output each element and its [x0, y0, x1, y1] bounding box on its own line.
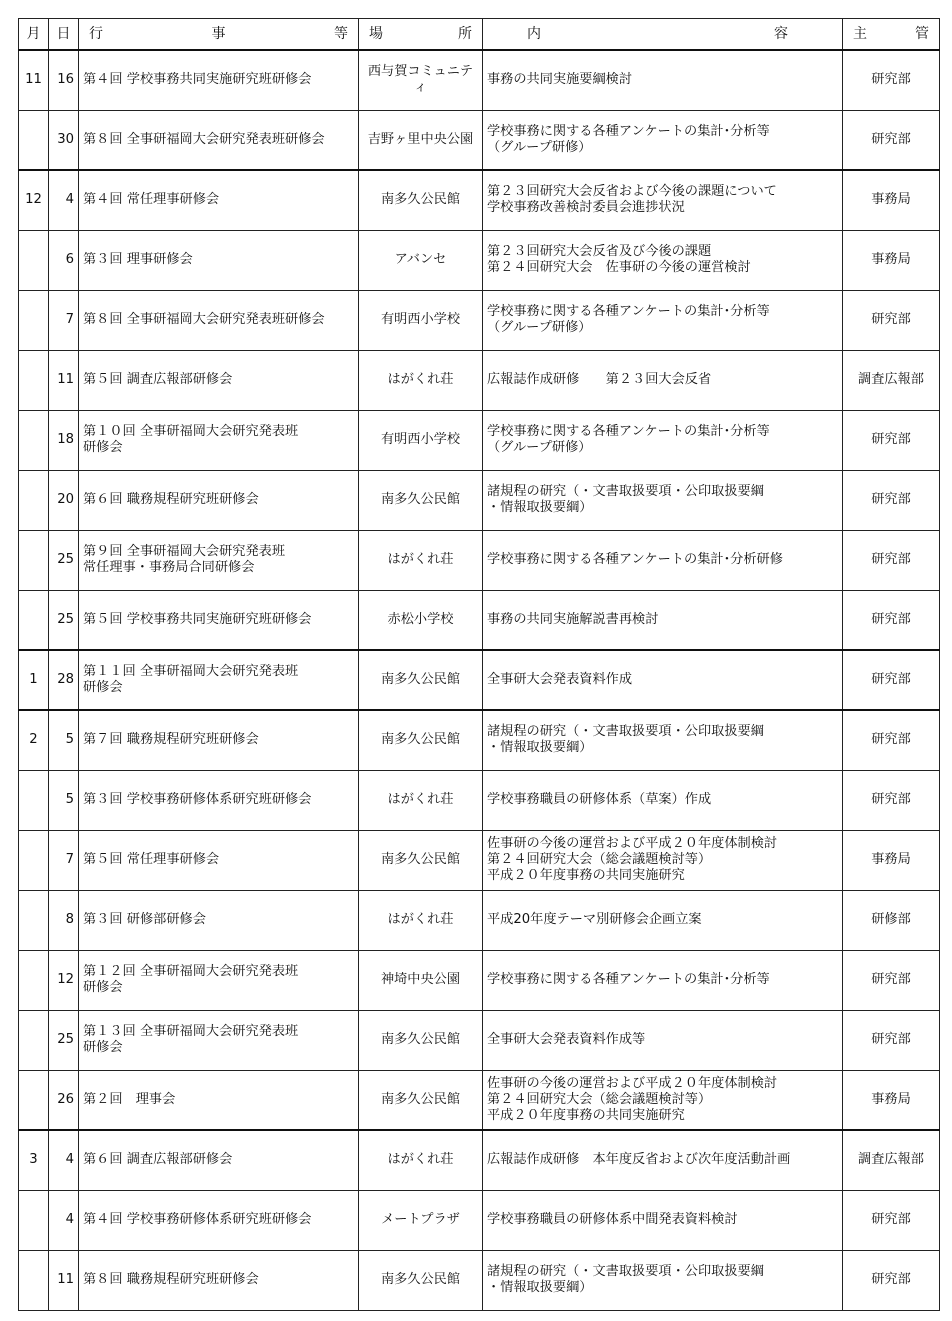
table-row — [19, 170, 940, 230]
day-cell: 25 — [49, 590, 79, 650]
content-cell: 広報誌作成研修 本年度反省および次年度活動計画 — [483, 1130, 843, 1190]
header-event-char-1: 行 — [89, 26, 103, 42]
organizer-cell: 研究部 — [843, 710, 940, 770]
organizer-cell: 事務局 — [843, 170, 940, 230]
header-place-char-1: 場 — [369, 26, 383, 42]
schedule-table — [18, 18, 940, 1311]
table-row — [19, 230, 940, 290]
month-cell — [19, 770, 49, 830]
place-cell: メートプラザ — [359, 1190, 483, 1250]
content-cell: 諸規程の研究（・文書取扱要項・公印取扱要綱 ・情報取扱要綱） — [483, 1250, 843, 1310]
content-cell: 学校事務に関する各種アンケートの集計･分析等 — [483, 950, 843, 1010]
place-cell: 有明西小学校 — [359, 290, 483, 350]
organizer-cell: 研究部 — [843, 410, 940, 470]
header-org — [843, 19, 940, 51]
day-cell: 25 — [49, 530, 79, 590]
organizer-cell: 研究部 — [843, 770, 940, 830]
table-row — [19, 1190, 940, 1250]
event-cell: 第２回 理事会 — [79, 1070, 359, 1130]
month-cell: 1 — [19, 650, 49, 710]
table-row — [19, 530, 940, 590]
place-cell: はがくれ荘 — [359, 770, 483, 830]
day-cell: 25 — [49, 1010, 79, 1070]
event-cell: 第１０回 全事研福岡大会研究発表班 研修会 — [79, 410, 359, 470]
event-cell: 第６回 職務規程研究班研修会 — [79, 470, 359, 530]
day-cell: 7 — [49, 290, 79, 350]
day-cell: 4 — [49, 1130, 79, 1190]
organizer-cell: 研究部 — [843, 50, 940, 110]
table-row — [19, 950, 940, 1010]
organizer-cell: 研究部 — [843, 1010, 940, 1070]
header-content — [483, 19, 843, 51]
organizer-cell: 研究部 — [843, 1190, 940, 1250]
organizer-cell: 事務局 — [843, 1070, 940, 1130]
content-cell: 佐事研の今後の運営および平成２０年度体制検討 第２４回研究大会（総会議題検討等） 平成２０年度事務の共同実施研究 — [483, 830, 843, 890]
place-cell: アバンセ — [359, 230, 483, 290]
day-cell: 20 — [49, 470, 79, 530]
header-org-char-1: 主 — [853, 26, 867, 42]
event-cell: 第９回 全事研福岡大会研究発表班 常任理事・事務局合同研修会 — [79, 530, 359, 590]
header-event-char-3: 等 — [334, 26, 348, 42]
event-cell: 第７回 職務規程研究班研修会 — [79, 710, 359, 770]
month-cell — [19, 590, 49, 650]
header-org-char-2: 管 — [915, 26, 929, 42]
table-row — [19, 830, 940, 890]
event-cell: 第８回 全事研福岡大会研究発表班研修会 — [79, 110, 359, 170]
day-cell: 18 — [49, 410, 79, 470]
place-cell: 南多久公民館 — [359, 650, 483, 710]
month-cell — [19, 290, 49, 350]
content-cell: 佐事研の今後の運営および平成２０年度体制検討 第２４回研究大会（総会議題検討等） 平成２０年度事務の共同実施研究 — [483, 1070, 843, 1130]
header-content-char-2: 容 — [774, 26, 788, 42]
place-cell: 有明西小学校 — [359, 410, 483, 470]
event-cell: 第８回 職務規程研究班研修会 — [79, 1250, 359, 1310]
day-cell: 5 — [49, 770, 79, 830]
organizer-cell: 研究部 — [843, 650, 940, 710]
event-cell: 第３回 学校事務研修体系研究班研修会 — [79, 770, 359, 830]
content-cell: 学校事務に関する各種アンケートの集計･分析研修 — [483, 530, 843, 590]
day-cell: 28 — [49, 650, 79, 710]
table-row — [19, 1010, 940, 1070]
content-cell: 学校事務職員の研修体系中間発表資料検討 — [483, 1190, 843, 1250]
table-row — [19, 290, 940, 350]
place-cell: 南多久公民館 — [359, 830, 483, 890]
table-row — [19, 770, 940, 830]
content-cell: 諸規程の研究（・文書取扱要項・公印取扱要綱 ・情報取扱要綱） — [483, 710, 843, 770]
event-cell: 第３回 理事研修会 — [79, 230, 359, 290]
event-cell: 第４回 常任理事研修会 — [79, 170, 359, 230]
place-cell: はがくれ荘 — [359, 1130, 483, 1190]
event-cell: 第１３回 全事研福岡大会研究発表班 研修会 — [79, 1010, 359, 1070]
header-event-char-2: 事 — [211, 26, 226, 42]
header-day: 日 — [49, 19, 79, 51]
place-cell: 南多久公民館 — [359, 470, 483, 530]
organizer-cell: 調査広報部 — [843, 350, 940, 410]
organizer-cell: 研究部 — [843, 590, 940, 650]
month-cell — [19, 350, 49, 410]
header-place-char-2: 所 — [458, 26, 472, 42]
place-cell: 南多久公民館 — [359, 1250, 483, 1310]
table-body — [19, 50, 940, 1310]
content-cell: 学校事務に関する各種アンケートの集計･分析等 （グループ研修） — [483, 410, 843, 470]
content-cell: 第２３回研究大会反省及び今後の課題 第２４回研究大会 佐事研の今後の運営検討 — [483, 230, 843, 290]
place-cell: はがくれ荘 — [359, 890, 483, 950]
day-cell: 16 — [49, 50, 79, 110]
content-cell: 学校事務職員の研修体系（草案）作成 — [483, 770, 843, 830]
table-row — [19, 650, 940, 710]
month-cell — [19, 890, 49, 950]
content-cell: 第２３回研究大会反省および今後の課題について 学校事務改善検討委員会進捗状況 — [483, 170, 843, 230]
table-row — [19, 890, 940, 950]
place-cell: 南多久公民館 — [359, 170, 483, 230]
table-row — [19, 1250, 940, 1310]
organizer-cell: 研修部 — [843, 890, 940, 950]
table-row — [19, 1130, 940, 1190]
organizer-cell: 事務局 — [843, 830, 940, 890]
content-cell: 事務の共同実施要綱検討 — [483, 50, 843, 110]
table-row — [19, 350, 940, 410]
day-cell: 8 — [49, 890, 79, 950]
content-cell: 学校事務に関する各種アンケートの集計･分析等 （グループ研修） — [483, 290, 843, 350]
header-month: 月 — [19, 19, 49, 51]
table-row — [19, 50, 940, 110]
day-cell: 12 — [49, 950, 79, 1010]
month-cell — [19, 230, 49, 290]
month-cell — [19, 1190, 49, 1250]
day-cell: 11 — [49, 350, 79, 410]
day-cell: 5 — [49, 710, 79, 770]
organizer-cell: 研究部 — [843, 110, 940, 170]
content-cell: 全事研大会発表資料作成 — [483, 650, 843, 710]
schedule-sheet — [18, 18, 939, 1313]
header-content-char-1: 内 — [527, 26, 541, 42]
day-cell: 7 — [49, 830, 79, 890]
content-cell: 全事研大会発表資料作成等 — [483, 1010, 843, 1070]
place-cell: 南多久公民館 — [359, 710, 483, 770]
place-cell: はがくれ荘 — [359, 350, 483, 410]
month-cell — [19, 410, 49, 470]
organizer-cell: 調査広報部 — [843, 1130, 940, 1190]
event-cell: 第４回 学校事務研修体系研究班研修会 — [79, 1190, 359, 1250]
header-place — [359, 19, 483, 51]
event-cell: 第６回 調査広報部研修会 — [79, 1130, 359, 1190]
organizer-cell: 研究部 — [843, 950, 940, 1010]
content-cell: 広報誌作成研修 第２３回大会反省 — [483, 350, 843, 410]
day-cell: 6 — [49, 230, 79, 290]
content-cell: 学校事務に関する各種アンケートの集計･分析等 （グループ研修） — [483, 110, 843, 170]
day-cell: 4 — [49, 1190, 79, 1250]
month-cell — [19, 950, 49, 1010]
month-cell: 12 — [19, 170, 49, 230]
event-cell: 第４回 学校事務共同実施研究班研修会 — [79, 50, 359, 110]
content-cell: 事務の共同実施解説書再検討 — [483, 590, 843, 650]
day-cell: 30 — [49, 110, 79, 170]
content-cell: 平成20年度テーマ別研修会企画立案 — [483, 890, 843, 950]
place-cell: 南多久公民館 — [359, 1010, 483, 1070]
event-cell: 第８回 全事研福岡大会研究発表班研修会 — [79, 290, 359, 350]
organizer-cell: 研究部 — [843, 290, 940, 350]
month-cell: 11 — [19, 50, 49, 110]
month-cell — [19, 830, 49, 890]
month-cell — [19, 110, 49, 170]
table-row — [19, 590, 940, 650]
table-header — [19, 19, 940, 51]
content-cell: 諸規程の研究（・文書取扱要項・公印取扱要綱 ・情報取扱要綱） — [483, 470, 843, 530]
month-cell — [19, 1250, 49, 1310]
organizer-cell: 事務局 — [843, 230, 940, 290]
event-cell: 第５回 常任理事研修会 — [79, 830, 359, 890]
event-cell: 第５回 学校事務共同実施研究班研修会 — [79, 590, 359, 650]
table-row — [19, 410, 940, 470]
table-row — [19, 710, 940, 770]
place-cell: 南多久公民館 — [359, 1070, 483, 1130]
day-cell: 11 — [49, 1250, 79, 1310]
organizer-cell: 研究部 — [843, 1250, 940, 1310]
place-cell: 神埼中央公園 — [359, 950, 483, 1010]
event-cell: 第５回 調査広報部研修会 — [79, 350, 359, 410]
table-row — [19, 470, 940, 530]
event-cell: 第３回 研修部研修会 — [79, 890, 359, 950]
event-cell: 第１２回 全事研福岡大会研究発表班 研修会 — [79, 950, 359, 1010]
day-cell: 26 — [49, 1070, 79, 1130]
month-cell — [19, 530, 49, 590]
organizer-cell: 研究部 — [843, 530, 940, 590]
place-cell: 赤松小学校 — [359, 590, 483, 650]
month-cell: 2 — [19, 710, 49, 770]
month-cell — [19, 1070, 49, 1130]
table-row — [19, 110, 940, 170]
event-cell: 第１１回 全事研福岡大会研究発表班 研修会 — [79, 650, 359, 710]
place-cell: はがくれ荘 — [359, 530, 483, 590]
place-cell: 西与賀コミュニティ — [359, 50, 483, 110]
month-cell: 3 — [19, 1130, 49, 1190]
place-cell: 吉野ヶ里中央公園 — [359, 110, 483, 170]
header-event — [79, 19, 359, 51]
month-cell — [19, 1010, 49, 1070]
day-cell: 4 — [49, 170, 79, 230]
table-row — [19, 1070, 940, 1130]
month-cell — [19, 470, 49, 530]
organizer-cell: 研究部 — [843, 470, 940, 530]
